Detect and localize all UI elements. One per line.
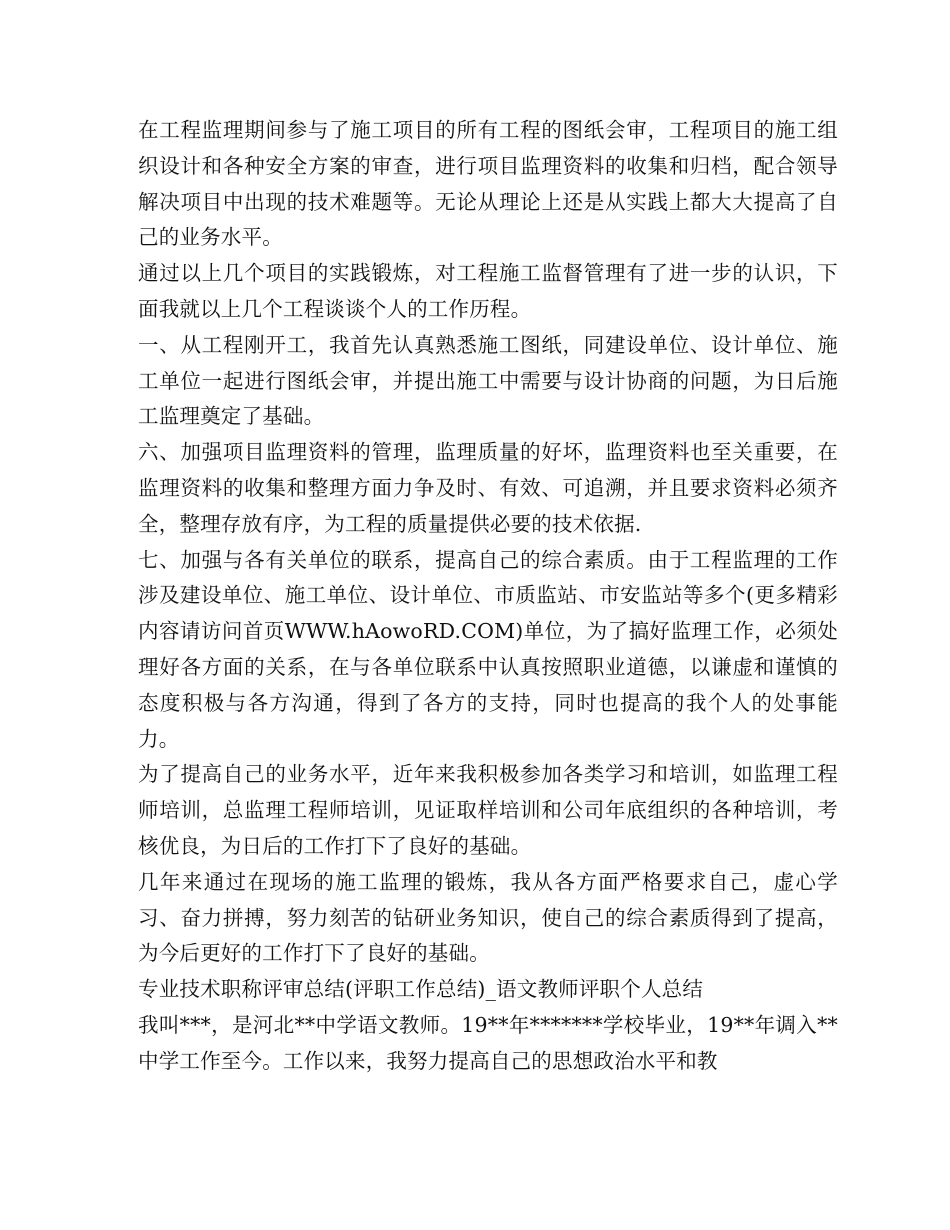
section-title: 专业技术职称评审总结(评职工作总结)_语文教师评职个人总结 — [138, 977, 704, 1002]
paragraph-review-participation: 在工程监理期间参与了施工项目的所有工程的图纸会审，工程项目的施工组织设计和各种安全方案的审查，进行项目监理资料的收集和归档，配合领导解决项目中出现的技术难题等。无论从理论上还是从实践上都大大提高了自己的业务水平。 — [138, 118, 838, 250]
paragraph-intro: 我叫***，是河北**中学语文教师。19**年*******学校毕业，19**年调入**中学工作至今。工作以来，我努力提高自己的思想政治水平和教 — [138, 1012, 838, 1073]
paragraph-item-one: 一、从工程刚开工，我首先认真熟悉施工图纸，同建设单位、设计单位、施工单位一起进行图纸会审，并提出施工中需要与设计协商的问题，为日后施工监理奠定了基础。 — [138, 332, 838, 429]
paragraph-item-six: 六、加强项目监理资料的管理，监理质量的好坏，监理资料也至关重要，在监理资料的收集和整理方面力争及时、有效、可追溯，并且要求资料必须齐全，整理存放有序，为工程的质量提供必要的技术依据. — [138, 440, 838, 536]
document-body — [138, 113, 838, 1080]
paragraph-training: 为了提高自己的业务水平，近年来我积极参加各类学习和培训，如监理工程师培训，总监理工程师培训，见证取样培训和公司年底组织的各种培训，考核优良，为日后的工作打下了良好的基础。 — [138, 762, 838, 858]
paragraph-summary: 几年来通过在现场的施工监理的锻炼，我从各方面严格要求自己，虚心学习、奋力拼搏，努力刻苦的钻研业务知识，使自己的综合素质得到了提高，为今后更好的工作打下了良好的基础。 — [138, 869, 838, 966]
paragraph-item-seven: 七、加强与各有关单位的联系，提高自己的综合素质。由于工程监理的工作涉及建设单位、施工单位、设计单位、市质监站、市安监站等多个(更多精彩内容请访问首页WWW.hAowoRD.COM)单位，为了搞好监理工作，必须处理好各方面的关系，在与各单位联系中认真按照职业道德，以谦虚和谨慎的态度积极与各方沟通，得到了各方的支持，同时也提高的我个人的处事能力。 — [138, 547, 838, 751]
paragraph-practice-experience: 通过以上几个项目的实践锻炼，对工程施工监督管理有了进一步的认识，下面我就以上几个工程谈谈个人的工作历程。 — [138, 261, 838, 321]
